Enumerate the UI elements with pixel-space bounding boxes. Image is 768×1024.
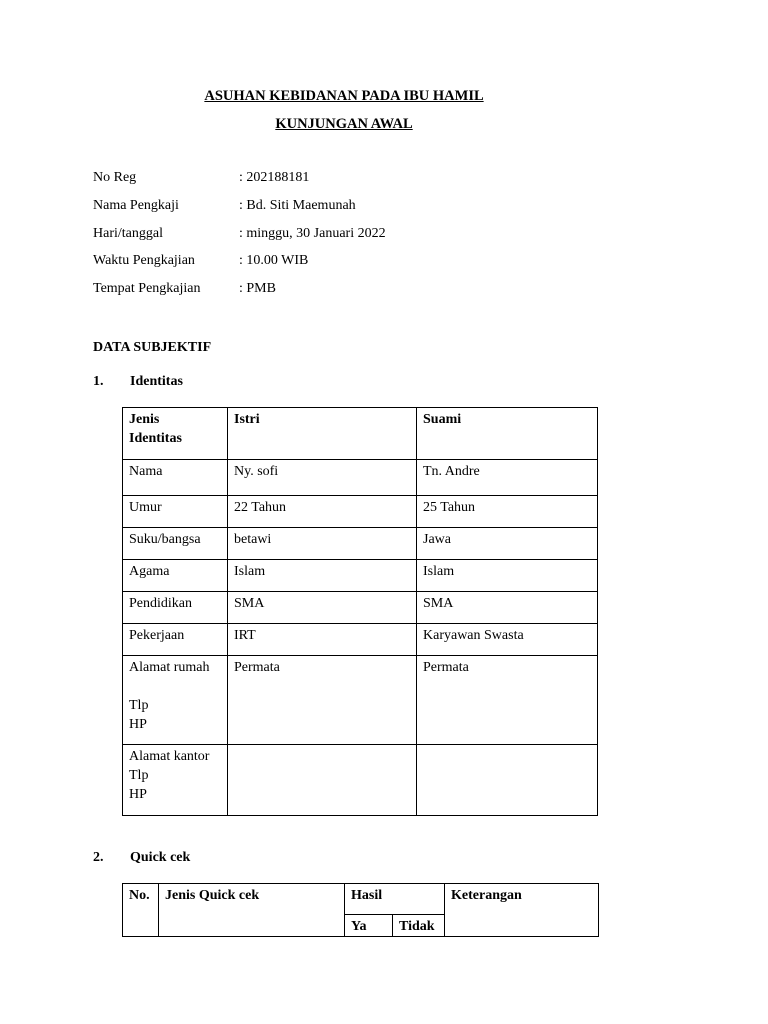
table-row	[123, 624, 598, 656]
info-value: : Bd. Siti Maemunah	[239, 198, 356, 213]
table-header-row	[123, 884, 599, 915]
cell-istri: betawi	[228, 528, 417, 560]
table-row	[123, 460, 598, 496]
cell-label: Nama	[123, 460, 228, 496]
info-label: Hari/tanggal	[93, 226, 163, 241]
cell-label: Alamat rumah Tlp HP	[123, 656, 228, 745]
cell-label: Agama	[123, 560, 228, 592]
cell-istri: Permata	[228, 656, 417, 745]
cell-suami: Tn. Andre	[417, 460, 598, 496]
cell-label: Suku/bangsa	[123, 528, 228, 560]
cell-suami: Islam	[417, 560, 598, 592]
table-row	[123, 496, 598, 528]
identity-table	[122, 407, 598, 816]
cell-suami	[417, 745, 598, 816]
quick-cek-table	[122, 883, 599, 937]
cell-label: Alamat kantor Tlp HP	[123, 745, 228, 816]
header-ya: Ya	[345, 915, 393, 937]
cell-suami: SMA	[417, 592, 598, 624]
cell-istri: 22 Tahun	[228, 496, 417, 528]
document-subtitle: KUNJUNGAN AWAL	[275, 116, 413, 132]
header-istri: Istri	[228, 408, 417, 460]
item-heading-quick-cek: Quick cek	[130, 850, 191, 865]
cell-suami: Karyawan Swasta	[417, 624, 598, 656]
cell-label: Umur	[123, 496, 228, 528]
info-label: No Reg	[93, 170, 137, 185]
cell-istri: Islam	[228, 560, 417, 592]
item-number-identitas: 1.	[93, 374, 104, 389]
info-label: Nama Pengkaji	[93, 198, 179, 213]
table-header-row	[123, 408, 598, 460]
cell-istri: SMA	[228, 592, 417, 624]
cell-istri: Ny. sofi	[228, 460, 417, 496]
info-value: : 10.00 WIB	[239, 253, 309, 268]
info-value: : minggu, 30 Januari 2022	[239, 226, 386, 241]
cell-label: Pekerjaan	[123, 624, 228, 656]
cell-suami: 25 Tahun	[417, 496, 598, 528]
cell-istri: IRT	[228, 624, 417, 656]
header-tidak: Tidak	[393, 915, 445, 937]
info-label: Tempat Pengkajian	[93, 281, 201, 296]
cell-suami: Jawa	[417, 528, 598, 560]
cell-suami: Permata	[417, 656, 598, 745]
header-no: No.	[123, 884, 159, 937]
document-title: ASUHAN KEBIDANAN PADA IBU HAMIL	[204, 88, 484, 104]
info-value: : 202188181	[239, 170, 310, 185]
header-hasil: Hasil	[345, 884, 445, 915]
item-number-quick-cek: 2.	[93, 850, 104, 865]
header-jenis-quick-cek: Jenis Quick cek	[159, 884, 345, 937]
table-row	[123, 745, 598, 816]
header-suami: Suami	[417, 408, 598, 460]
header-jenis-identitas: Jenis Identitas	[123, 408, 228, 460]
table-row	[123, 656, 598, 745]
section-heading-data-subjektif: DATA SUBJEKTIF	[93, 340, 212, 355]
header-keterangan: Keterangan	[445, 884, 599, 937]
cell-istri	[228, 745, 417, 816]
table-row	[123, 560, 598, 592]
table-row	[123, 592, 598, 624]
item-heading-identitas: Identitas	[130, 374, 183, 389]
info-label: Waktu Pengkajian	[93, 253, 195, 268]
table-row	[123, 528, 598, 560]
info-value: : PMB	[239, 281, 276, 296]
cell-label: Pendidikan	[123, 592, 228, 624]
